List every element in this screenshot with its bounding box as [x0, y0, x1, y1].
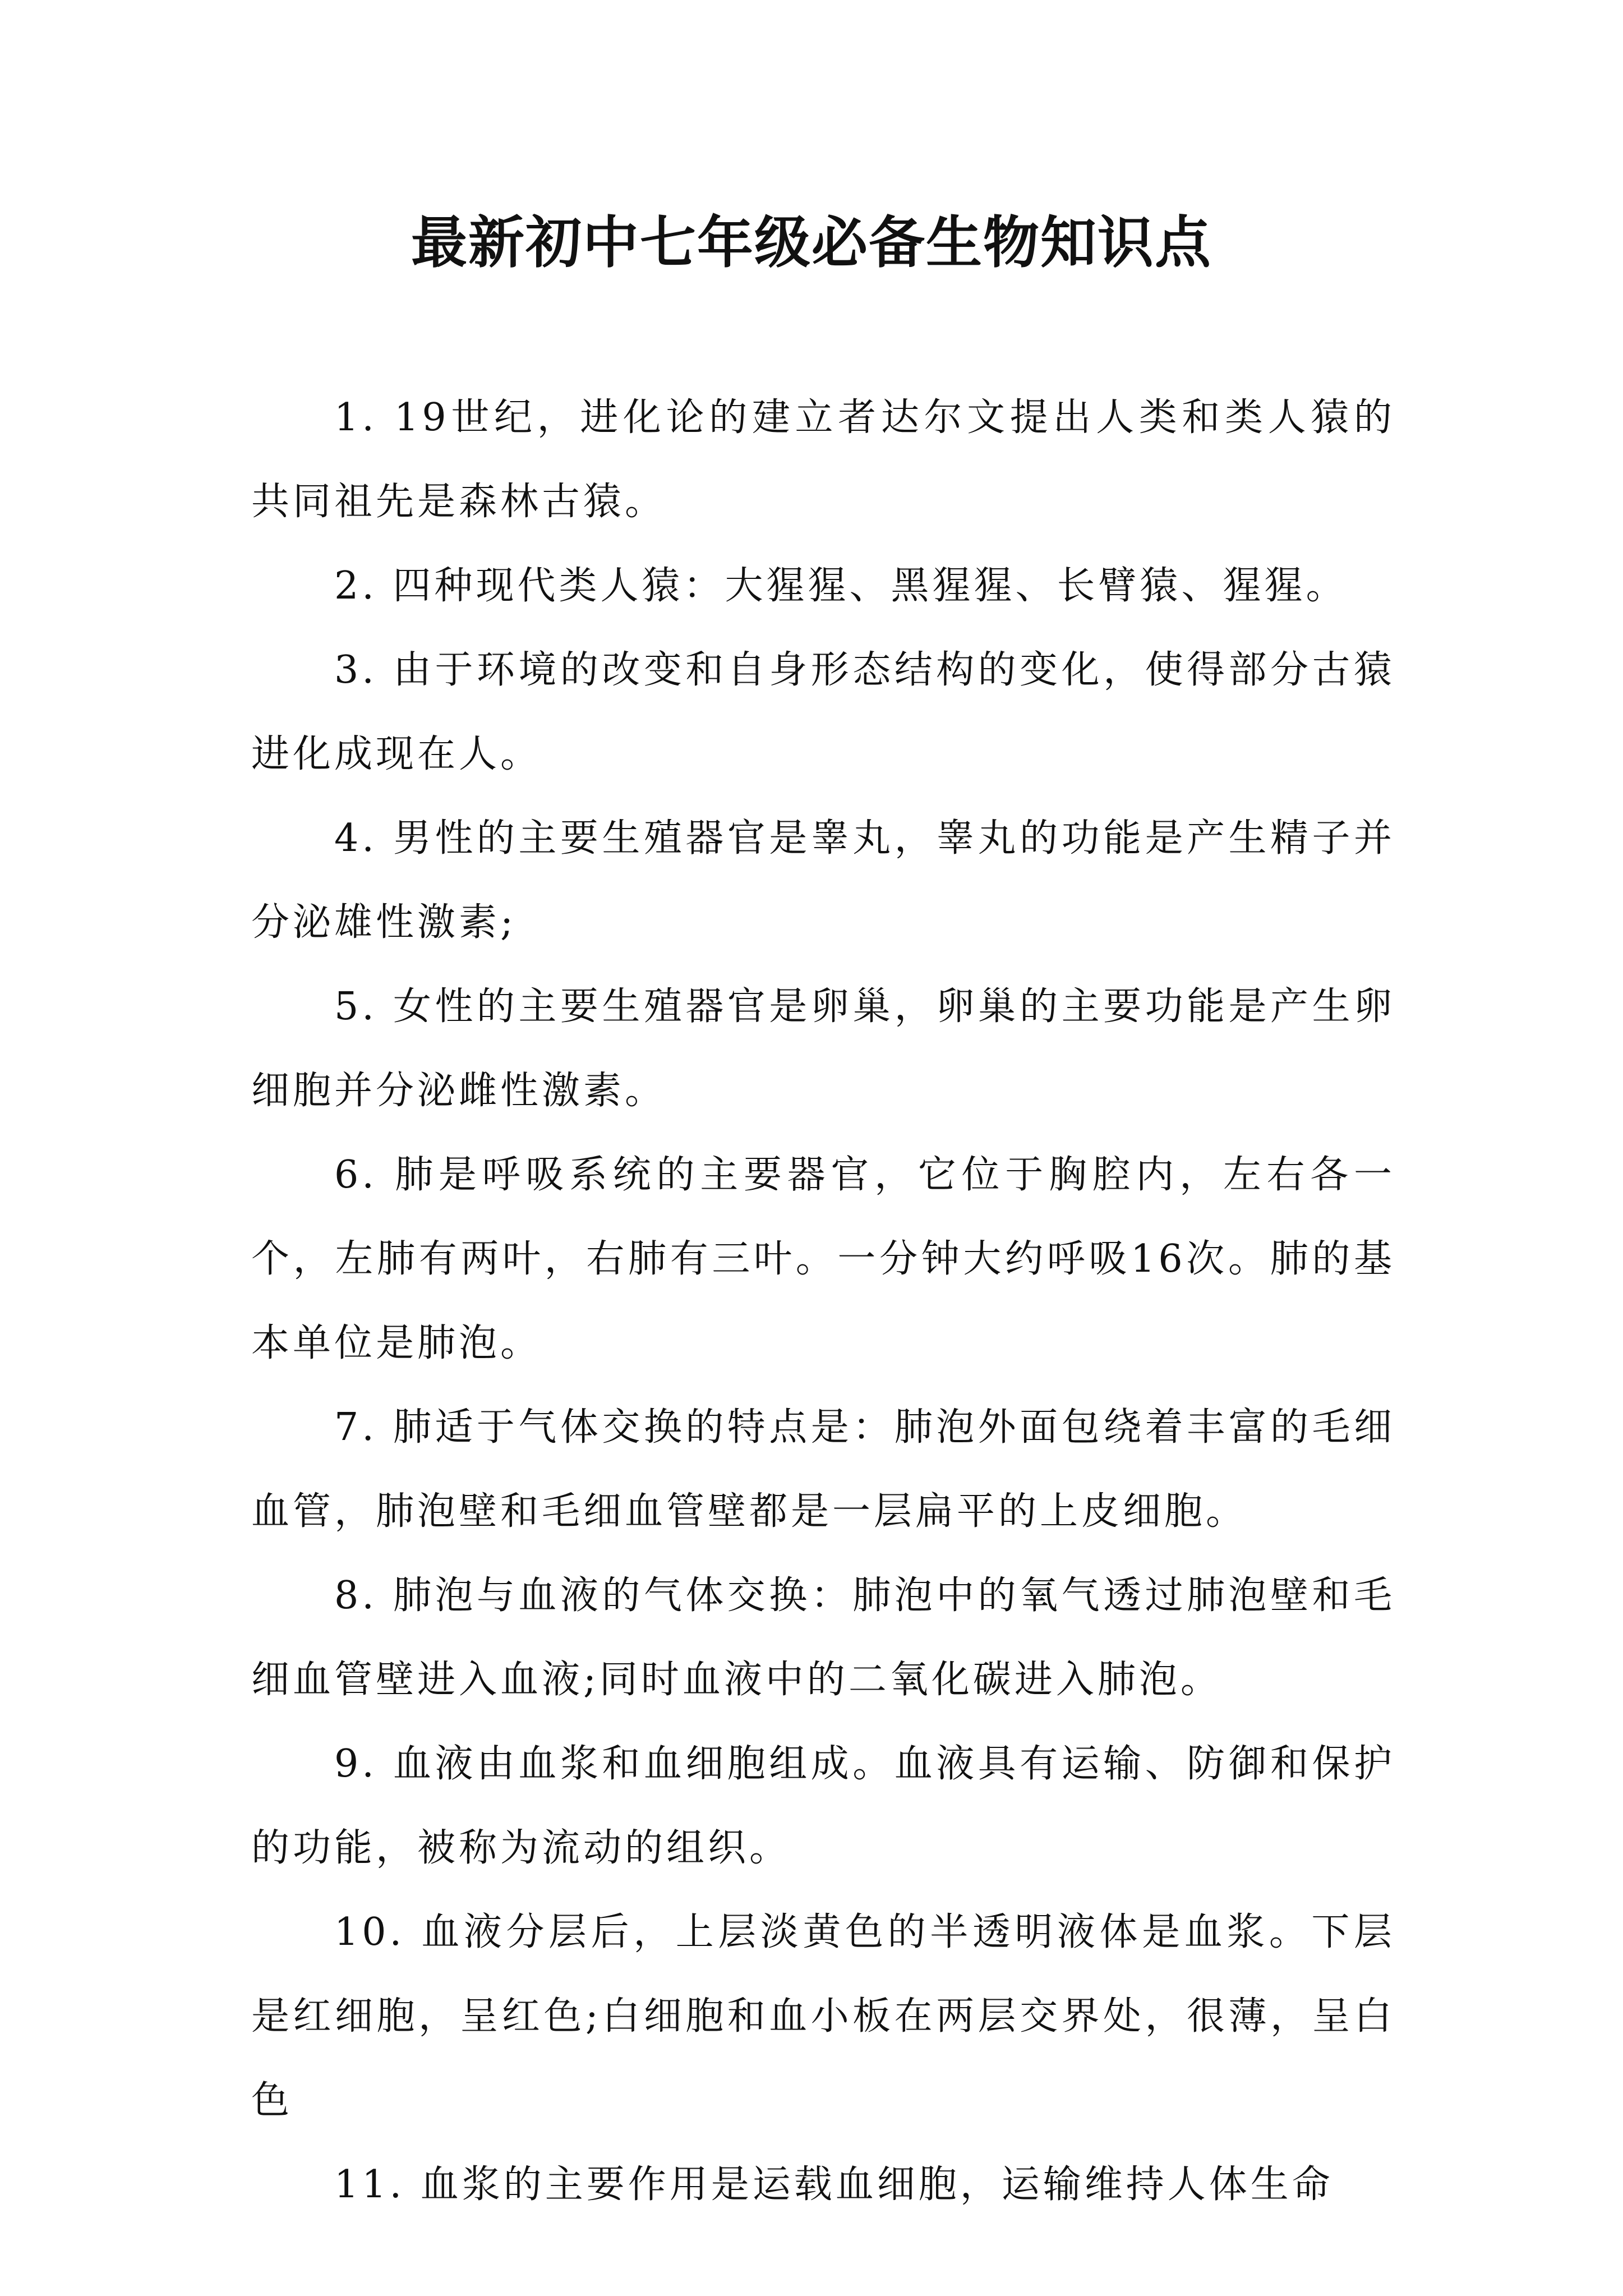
document-title: 最新初中七年级必备生物知识点 [411, 209, 1212, 275]
paragraph-6: 6. 肺是呼吸系统的主要器官，它位于胸腔内，左右各一个，左肺有两叶，右肺有三叶。一分钟大约呼吸16次。肺的基本单位是肺泡。 [251, 1153, 1395, 1365]
paragraph-9: 9. 血液由血浆和血细胞组成。血液具有运输、防御和保护的功能，被称为流动的组织。 [251, 1742, 1395, 1870]
paragraph-4: 4. 男性的主要生殖器官是睾丸，睾丸的功能是产生精子并分泌雄性激素; [251, 816, 1395, 945]
document-body [251, 376, 1395, 2227]
paragraph-10: 10. 血液分层后，上层淡黄色的半透明液体是血浆。下层是红细胞，呈红色;白细胞和血小板在两层交界处，很薄，呈白色 [251, 1910, 1395, 2123]
paragraph-7: 7. 肺适于气体交换的特点是：肺泡外面包绕着丰富的毛细血管，肺泡壁和毛细血管壁都是一层扁平的上皮细胞。 [251, 1405, 1395, 1534]
paragraph-5: 5. 女性的主要生殖器官是卵巢，卵巢的主要功能是产生卵细胞并分泌雌性激素。 [251, 984, 1395, 1113]
paragraph-1: 1. 19世纪，进化论的建立者达尔文提出人类和类人猿的共同祖先是森林古猿。 [251, 395, 1395, 524]
paragraph-11: 11. 血浆的主要作用是运载血细胞，运输维持人体生命 [334, 2162, 1334, 2207]
paragraph-8: 8. 肺泡与血液的气体交换：肺泡中的氧气透过肺泡壁和毛细血管壁进入血液;同时血液中的二氧化碳进入肺泡。 [251, 1573, 1395, 1702]
paragraph-2: 2. 四种现代类人猿：大猩猩、黑猩猩、长臂猿、猩猩。 [334, 564, 1348, 608]
paragraph-3: 3. 由于环境的改变和自身形态结构的变化，使得部分古猿进化成现在人。 [251, 648, 1395, 776]
